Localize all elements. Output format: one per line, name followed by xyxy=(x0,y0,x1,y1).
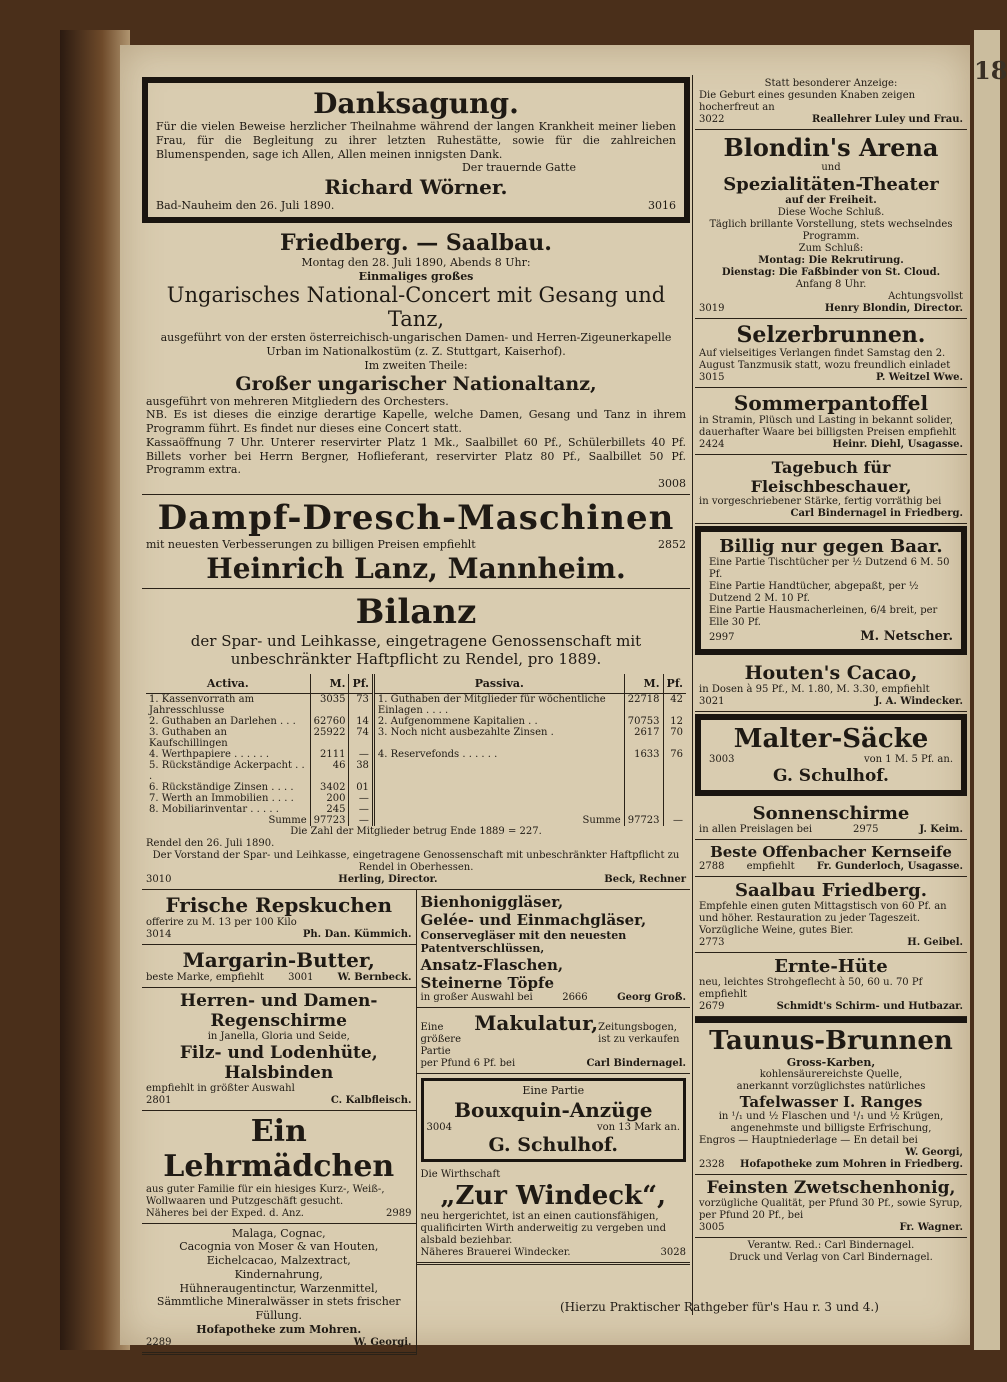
passiva-cell: 76 xyxy=(663,749,686,760)
blondin-name: Henry Blondin, Director. xyxy=(824,303,963,314)
activa-cell: 01 xyxy=(349,782,373,793)
dank-title: Danksagung. xyxy=(313,87,519,120)
passiva-cell xyxy=(624,782,663,793)
passiva-cell xyxy=(373,804,624,815)
tagebuch-name: Carl Bindernagel in Friedberg. xyxy=(790,508,963,519)
taunus-sub: Gross-Karben, xyxy=(786,1055,876,1069)
reps-title: Frische Repskuchen xyxy=(165,892,393,917)
saalbau-text: Empfehle einen guten Mittagstisch von 60 Pf. an und höher. Restauration zu jeder Tageszeit. Vorzügliche Weine, gutes Bier. xyxy=(699,900,947,936)
lanz-sub: mit neuesten Verbesserungen zu billigen Preisen empfiehlt xyxy=(146,537,476,551)
blondin-sub: auf der Freiheit. xyxy=(785,195,877,206)
passiva-cell: 12 xyxy=(663,716,686,727)
selzer-text: Auf vielseitiges Verlangen findet Samstag den 2. August Tanzmusik statt, wozu freundlich einladet xyxy=(699,348,951,371)
bilanz-title: Bilanz xyxy=(355,591,477,632)
windeck-pre: Die Wirthschaft xyxy=(420,1168,501,1180)
bilanz-row xyxy=(146,793,686,804)
windeck-text: neu hergerichtet, ist an einen cautionsfähigen, qualificirten Wirth anderweitig zu vergeben und alsbald beziehbar. xyxy=(420,1210,666,1246)
passiva-cell: 3. Noch nicht ausbezahlte Zinsen . xyxy=(373,727,624,749)
passiva-cell xyxy=(663,793,686,804)
activa-cell: — xyxy=(349,749,373,760)
impressum xyxy=(695,1238,967,1264)
passiva-cell xyxy=(373,760,624,782)
bien-l4: Ansatz-Flaschen, xyxy=(420,956,564,974)
pantoffel-title: Sommerpantoffel xyxy=(733,391,929,415)
passiva-cell: 22718 xyxy=(624,693,663,716)
billig-lines xyxy=(709,557,953,629)
bilanz-row xyxy=(146,804,686,815)
ad-reps xyxy=(142,890,416,945)
schirme-no: 2801 xyxy=(146,1094,172,1106)
concert-l3: ausgeführt von mehreren Mitgliedern des Orchesters. xyxy=(146,394,449,408)
statt-no: 3022 xyxy=(699,114,725,125)
ad-pantoffel xyxy=(695,388,967,455)
tagebuch-text: in vorgeschriebener Stärke, fertig vorräthig bei xyxy=(699,496,942,507)
reps-no: 3014 xyxy=(146,928,172,940)
taunus-l3: in ¹/₁ und ½ Flaschen und ¹/₁ und ½ Krügen, angenehmste und billigste Erfrischung, xyxy=(718,1111,944,1135)
blondin-title: Blondin's Arena xyxy=(723,133,939,162)
activa-cell: 2111 xyxy=(310,749,349,760)
ad-sonnen xyxy=(695,800,967,840)
taunus-title: Taunus-Brunnen xyxy=(709,1025,953,1056)
ad-bilanz xyxy=(142,589,690,890)
dank-role: Der trauernde Gatte xyxy=(461,161,576,175)
billig-line: Eine Partie Handtücher, abgepaßt, per ½ Dutzend 2 M. 10 Pf. xyxy=(709,581,919,604)
activa-cell: 25922 xyxy=(310,727,349,749)
tagebuch-title: Tagebuch für Fleischbeschauer, xyxy=(750,458,912,496)
saalbau-title: Saalbau Friedberg. xyxy=(735,879,927,901)
lanz-title: Dampf-Dresch-Maschinen xyxy=(157,497,675,538)
bilanz-sig2: Beck, Rechner xyxy=(604,873,686,885)
schirme-title: Herren- und Damen-Regenschirme xyxy=(180,990,378,1031)
bilanz-row xyxy=(146,760,686,782)
ernte-no: 2679 xyxy=(699,1000,725,1012)
next-page-edge xyxy=(974,30,1007,1350)
dank-place: Bad-Nauheim den 26. Juli 1890. xyxy=(156,199,335,212)
boux-name: G. Schulhof. xyxy=(488,1133,618,1156)
th-passiva: Passiva. xyxy=(373,674,624,694)
passiva-cell xyxy=(663,760,686,782)
bilanz-table xyxy=(146,674,686,826)
sonnen-title: Sonnenschirme xyxy=(752,802,910,824)
passiva-cell: 1633 xyxy=(624,749,663,760)
lanz-no: 2852 xyxy=(658,537,686,551)
ad-selzer xyxy=(695,319,967,388)
passiva-cell: 70753 xyxy=(624,716,663,727)
pantoffel-text: in Stramin, Plüsch und Lasting in bekannt solider, dauerhafter Waare bei billigsten Preisen empfiehlt xyxy=(699,415,957,438)
zwetsch-no: 3005 xyxy=(699,1222,725,1234)
ad-billig xyxy=(695,526,967,655)
lehr-no: 2989 xyxy=(386,1207,412,1219)
bien-l1: Bienhoniggläser, xyxy=(420,892,564,911)
ad-lanz xyxy=(142,495,690,589)
sonnen-no: 2975 xyxy=(853,823,879,835)
bilanz-row xyxy=(146,693,686,716)
concert-l2: Im zweiten Theile: xyxy=(364,358,468,372)
ad-malter xyxy=(695,714,967,796)
blondin-l2: Zum Schluß: xyxy=(798,243,864,254)
zwetsch-title: Feinsten Zwetschenhonig, xyxy=(706,1178,956,1199)
activa-cell: 73 xyxy=(349,693,373,716)
windeck-text2: Näheres Brauerei Windecker. xyxy=(420,1246,571,1258)
boux-text: von 13 Mark an. xyxy=(597,1121,680,1133)
passiva-cell: 1. Guthaben der Mitglieder für wöchentliche Einlagen . . . . xyxy=(373,693,624,716)
apo-line: Hühneraugentinctur, Warzenmittel, xyxy=(179,1281,378,1295)
concert-l4: NB. Es ist dieses die einzige derartige Kapelle, welche Damen, Gesang und Tanz in ihrem Programm führt. Es findet nur dieses eine Concert statt. xyxy=(146,408,686,435)
taunus-l2: anerkannt vorzüglichstes natürliches xyxy=(736,1081,926,1093)
apo-name: W. Georgi. xyxy=(353,1336,412,1348)
blondin-l3: Montag: Die Rekrutirung. xyxy=(758,255,904,266)
boux-pre: Eine Partie xyxy=(522,1084,585,1097)
activa-cell: 7. Werth an Immobilien . . . . xyxy=(149,792,294,804)
summe-a: 97723 xyxy=(310,815,349,826)
kern-no: 2788 xyxy=(699,860,725,872)
cacao-no: 3021 xyxy=(699,695,725,707)
sonnen-text: in allen Preislagen bei xyxy=(699,823,813,835)
cacao-name: J. A. Windecker. xyxy=(874,695,963,707)
dank-name: Richard Wörner. xyxy=(324,175,508,199)
activa-cell: 3035 xyxy=(310,693,349,716)
malter-title: Malter-Säcke xyxy=(733,723,929,754)
apo-lines xyxy=(146,1227,412,1323)
lehr-title: Ein Lehrmädchen xyxy=(163,1113,395,1184)
lehr-text: aus guter Familie für ein hiesiges Kurz-, Weiß-, Wollwaaren und Putzgeschäft gesucht. xyxy=(146,1183,385,1207)
taunus-shop: Hofapotheke zum Mohren in Friedberg. xyxy=(740,1159,963,1171)
lower-right-sub xyxy=(416,890,691,1355)
activa-cell: 38 xyxy=(349,760,373,782)
zwetsch-text: vorzügliche Qualität, per Pfund 30 Pf., sowie Syrup, per Pfund 20 Pf., bei xyxy=(699,1198,963,1222)
sonnen-name: J. Keim. xyxy=(919,823,963,835)
lower-left-block xyxy=(142,890,690,1355)
concert-no: 3008 xyxy=(658,477,686,490)
activa-cell: 14 xyxy=(349,716,373,727)
concert-title2: Großer ungarischer Nationaltanz, xyxy=(235,372,597,395)
taunus-l1: kohlensäurereichste Quelle, xyxy=(759,1069,903,1081)
pantoffel-no: 2424 xyxy=(699,439,725,450)
ad-saalbau xyxy=(695,877,967,953)
blondin-no: 3019 xyxy=(699,303,725,314)
apo-line: Eichelcacao, Malzextract, xyxy=(206,1254,351,1267)
bilanz-members: Die Zahl der Mitglieder betrug Ende 1889 = 227. xyxy=(290,825,542,837)
concert-date: Montag den 28. Juli 1890, Abends 8 Uhr: xyxy=(301,255,531,269)
margarin-no: 3001 xyxy=(288,971,314,983)
ad-windeck xyxy=(417,1166,691,1265)
concert-l1: ausgeführt von der ersten österreichisch-ungarischen Damen- und Herren-Zigeunerkapelle Urban im Nationalkostüm (z. Z. Stuttgart, Kaiserhof). xyxy=(160,331,672,358)
apo-line: Cacognia von Moser & van Houten, xyxy=(179,1240,379,1254)
ad-ernte xyxy=(695,953,967,1017)
apo-line: Malaga, Cognac, xyxy=(231,1226,326,1240)
cacao-title: Houten's Cacao, xyxy=(744,661,918,684)
zwetsch-name: Fr. Wagner. xyxy=(899,1222,963,1234)
ad-makulatur xyxy=(417,1008,691,1074)
activa-cell: 3. Guthaben an Kaufschillingen xyxy=(149,726,228,749)
ernte-title: Ernte-Hüte xyxy=(774,955,888,977)
concert-sub: Einmaliges großes xyxy=(358,269,474,283)
margarin-name: W. Bernbeck. xyxy=(337,971,412,983)
th-m: M. xyxy=(310,674,349,694)
impressum-l1: Verantw. Red.: Carl Bindernagel. xyxy=(747,1240,915,1252)
ad-schirme xyxy=(142,988,416,1111)
passiva-cell: 2617 xyxy=(624,727,663,749)
activa-cell: — xyxy=(349,793,373,804)
ad-kern xyxy=(695,840,967,877)
ad-taunus xyxy=(695,1017,967,1176)
ad-bien xyxy=(417,890,691,1009)
activa-cell: 1. Kassenvorrath am Jahresschlusse xyxy=(149,693,255,716)
apo-shop: Hofapotheke zum Mohren. xyxy=(196,1322,362,1336)
passiva-cell: 42 xyxy=(663,693,686,716)
selzer-name: P. Weitzel Wwe. xyxy=(875,372,963,383)
schirme-text: in Janella, Gloria und Seide, xyxy=(207,1030,350,1042)
ernte-name: Schmidt's Schirm- und Hutbazar. xyxy=(776,1000,963,1012)
selzer-no: 3015 xyxy=(699,372,725,383)
bilanz-row xyxy=(146,782,686,793)
taunus-no: 2328 xyxy=(699,1159,725,1171)
boux-title: Bouxquin-Anzüge xyxy=(454,1097,653,1122)
blondin-l6: Achtungsvollst xyxy=(888,291,963,302)
activa-cell: — xyxy=(349,804,373,815)
ad-concert xyxy=(142,227,690,495)
passiva-cell xyxy=(663,804,686,815)
activa-cell: 2. Guthaben an Darlehen . . . xyxy=(149,715,296,727)
bien-l2: Gelée- und Einmachgläser, xyxy=(420,910,647,929)
billig-line: Eine Partie Tischtücher per ½ Dutzend 6 M. 50 Pf. xyxy=(709,557,950,580)
th-pf: Pf. xyxy=(349,674,373,694)
activa-cell: 4. Werthpapiere . . . . . . xyxy=(149,748,270,760)
lanz-name: Heinrich Lanz, Mannheim. xyxy=(206,551,626,585)
summe-a-pf: — xyxy=(349,815,373,826)
bilanz-no: 3010 xyxy=(146,873,172,885)
ad-apotheke xyxy=(142,1224,416,1355)
statt-name: Reallehrer Luley und Frau. xyxy=(812,114,963,125)
mak-name: Carl Bindernagel. xyxy=(586,1058,686,1069)
activa-cell: 6. Rückständige Zinsen . . . . xyxy=(149,781,294,793)
activa-cell: 46 xyxy=(310,760,349,782)
passiva-cell xyxy=(624,804,663,815)
kern-text: empfiehlt xyxy=(746,860,795,872)
ernte-text: neu, leichtes Strohgeflecht à 50, 60 u. 70 Pf empfiehlt xyxy=(699,976,923,1000)
ad-cacao xyxy=(695,659,967,712)
malter-text: von 1 M. 5 Pf. an. xyxy=(864,753,953,765)
blondin-title2: Spezialitäten-Theater xyxy=(723,174,939,195)
lehr-text2: Näheres bei der Exped. d. Anz. xyxy=(146,1207,304,1219)
left-column xyxy=(142,75,690,1355)
bilanz-sub: der Spar- und Leihkasse, eingetragene Genossenschaft mit unbeschränkter Haftpflicht zu Rendel, pro 1889. xyxy=(190,631,642,668)
bien-l3: Conservegläser mit den neuesten Patentverschlüssen, xyxy=(420,928,627,956)
cacao-text: in Dosen à 95 Pf., M. 1.80, M. 3.30, empfiehlt xyxy=(699,683,930,695)
taunus-title2: Tafelwasser I. Ranges xyxy=(739,1093,923,1112)
th-activa: Activa. xyxy=(146,674,310,694)
blondin-week: Diese Woche Schluß. xyxy=(777,207,885,218)
selzer-title: Selzerbrunnen. xyxy=(736,322,926,348)
windeck-no: 3028 xyxy=(660,1246,686,1258)
bilanz-row xyxy=(146,716,686,727)
billig-no: 2997 xyxy=(709,632,735,643)
boux-no: 3004 xyxy=(426,1121,452,1133)
apo-line: Sämmtliche Mineralwässer in stets frischer Füllung. xyxy=(156,1295,401,1322)
dank-text: Für die vielen Beweise herzlicher Theilnahme während der langen Krankheit meiner lieben Frau, für die Begleitung zu ihrer letzten Ruhestätte, sowie für die zahlreichen Blumenspenden, sage ich Allen, Allen meinen innigsten Dank. xyxy=(156,120,676,161)
ad-danksagung xyxy=(142,77,690,223)
activa-cell: 8. Mobiliarinventar . . . . . xyxy=(149,803,279,815)
summe-label: Summe xyxy=(268,814,307,826)
taunus-l4: Engros — Hauptniederlage — En detail bei xyxy=(699,1135,918,1147)
pantoffel-name: Heinr. Diehl, Usagasse. xyxy=(832,439,963,450)
activa-cell: 74 xyxy=(349,727,373,749)
passiva-cell: 2. Aufgenommene Kapitalien . . xyxy=(373,716,624,727)
saalbau-name: H. Geibel. xyxy=(907,936,963,948)
blondin-l4: Dienstag: Die Faßbinder von St. Cloud. xyxy=(721,267,941,278)
billig-title: Billig nur gegen Baar. xyxy=(719,536,943,557)
taunus-sig: W. Georgi, xyxy=(905,1147,963,1159)
th-m2: M. xyxy=(624,674,663,694)
activa-cell: 5. Rückständige Ackerpacht . . . xyxy=(149,759,305,782)
malter-name: G. Schulhof. xyxy=(773,765,889,786)
bilanz-board: Der Vorstand der Spar- und Leihkasse, eingetragene Genossenschaft mit unbeschränkter Haftpflicht zu Rendel in Oberhessen. xyxy=(152,849,680,873)
newspaper-page xyxy=(120,45,970,1348)
ad-lehr xyxy=(142,1111,416,1224)
concert-head: Friedberg. — Saalbau. xyxy=(280,229,552,256)
kern-title: Beste Offenbacher Kernseife xyxy=(710,842,952,861)
summe-p-pf: — xyxy=(663,815,686,826)
kern-name: Fr. Gunderloch, Usagasse. xyxy=(816,860,963,872)
activa-cell: 3402 xyxy=(310,782,349,793)
schirme-title2: Filz- und Lodenhüte, Halsbinden xyxy=(179,1042,378,1083)
passiva-cell xyxy=(624,793,663,804)
windeck-title: „Zur Windeck“, xyxy=(440,1180,667,1211)
bien-text: in großer Auswahl bei xyxy=(420,992,533,1003)
mak-pre: Eine größere Partie xyxy=(420,1022,461,1057)
schirme-name: C. Kalbfleisch. xyxy=(330,1094,412,1106)
billig-line: Eine Partie Hausmacherleinen, 6/4 breit, per Elle 30 Pf. xyxy=(709,605,938,628)
footer-note: (Hierzu Praktischer Rathgeber für's Hau r. 3 und 4.) xyxy=(560,1300,879,1314)
right-column xyxy=(695,75,967,1264)
ad-bouxquin xyxy=(421,1078,687,1162)
lower-left-sub xyxy=(142,890,416,1355)
ad-statt xyxy=(695,75,967,130)
passiva-cell xyxy=(663,782,686,793)
activa-cell: 200 xyxy=(310,793,349,804)
malter-no: 3003 xyxy=(709,753,735,765)
passiva-cell: 4. Reservefonds . . . . . . xyxy=(373,749,624,760)
bilanz-row xyxy=(146,749,686,760)
column-divider xyxy=(692,75,693,1315)
activa-cell: 62760 xyxy=(310,716,349,727)
page-number: 18 xyxy=(974,56,1007,85)
bilanz-place: Rendel den 26. Juli 1890. xyxy=(146,837,275,849)
bien-no: 2666 xyxy=(562,992,588,1003)
margarin-title: Margarin-Butter, xyxy=(182,947,375,972)
ad-margarin xyxy=(142,945,416,988)
bien-l5: Steinerne Töpfe xyxy=(420,974,555,992)
schirme-text2: empfiehlt in größter Auswahl xyxy=(146,1082,295,1094)
bilanz-row xyxy=(146,727,686,749)
passiva-cell xyxy=(373,782,624,793)
activa-cell: 245 xyxy=(310,804,349,815)
billig-name: M. Netscher. xyxy=(860,629,953,644)
th-pf2: Pf. xyxy=(663,674,686,694)
reps-text: offerire zu M. 13 per 100 Kilo xyxy=(146,916,297,928)
passiva-cell xyxy=(373,793,624,804)
bien-name: Georg Groß. xyxy=(617,992,686,1003)
reps-name: Ph. Dan. Kümmich. xyxy=(302,928,412,940)
bilanz-sig1: Herling, Director. xyxy=(338,873,438,885)
impressum-l2: Druck und Verlag von Carl Bindernagel. xyxy=(729,1252,933,1264)
ad-zwetsch xyxy=(695,1175,967,1238)
passiva-cell xyxy=(624,760,663,782)
summe-p: 97723 xyxy=(624,815,663,826)
blondin-l1: Täglich brillante Vorstellung, stets wechselndes Programm. xyxy=(709,219,953,242)
blondin-l5: Anfang 8 Uhr. xyxy=(795,279,867,290)
summe-label-p: Summe xyxy=(373,815,624,826)
saalbau-no: 2773 xyxy=(699,936,725,948)
concert-title: Ungarisches National-Concert mit Gesang und Tanz, xyxy=(166,283,666,332)
blondin-und: und xyxy=(821,162,841,173)
mak-text: per Pfund 6 Pf. bei xyxy=(420,1058,516,1069)
mak-title: Makulatur, xyxy=(474,1011,599,1035)
ad-blondin xyxy=(695,130,967,319)
ad-tagebuch xyxy=(695,455,967,524)
concert-l5: Kassaöffnung 7 Uhr. Unterer reservirter Platz 1 Mk., Saalbillet 60 Pf., Schülerbillets 40 Pf. Billets vorher bei Herrn Bergner, Hoflieferant, reservirter Platz 80 Pf., Saalbillet 50 Pf. Programm extra. xyxy=(146,435,686,477)
passiva-cell: 70 xyxy=(663,727,686,749)
margarin-text: beste Marke, empfiehlt xyxy=(146,971,264,983)
apo-no: 2289 xyxy=(146,1336,172,1348)
apo-line: Kindernahrung, xyxy=(234,1267,323,1281)
dank-no: 3016 xyxy=(648,199,676,212)
statt-l1: Statt besonderer Anzeige: xyxy=(764,78,898,89)
mak-post: Zeitungsbogen, ist zu verkaufen xyxy=(598,1022,680,1045)
statt-l2: Die Geburt eines gesunden Knaben zeigen hocherfreut an xyxy=(699,90,916,113)
